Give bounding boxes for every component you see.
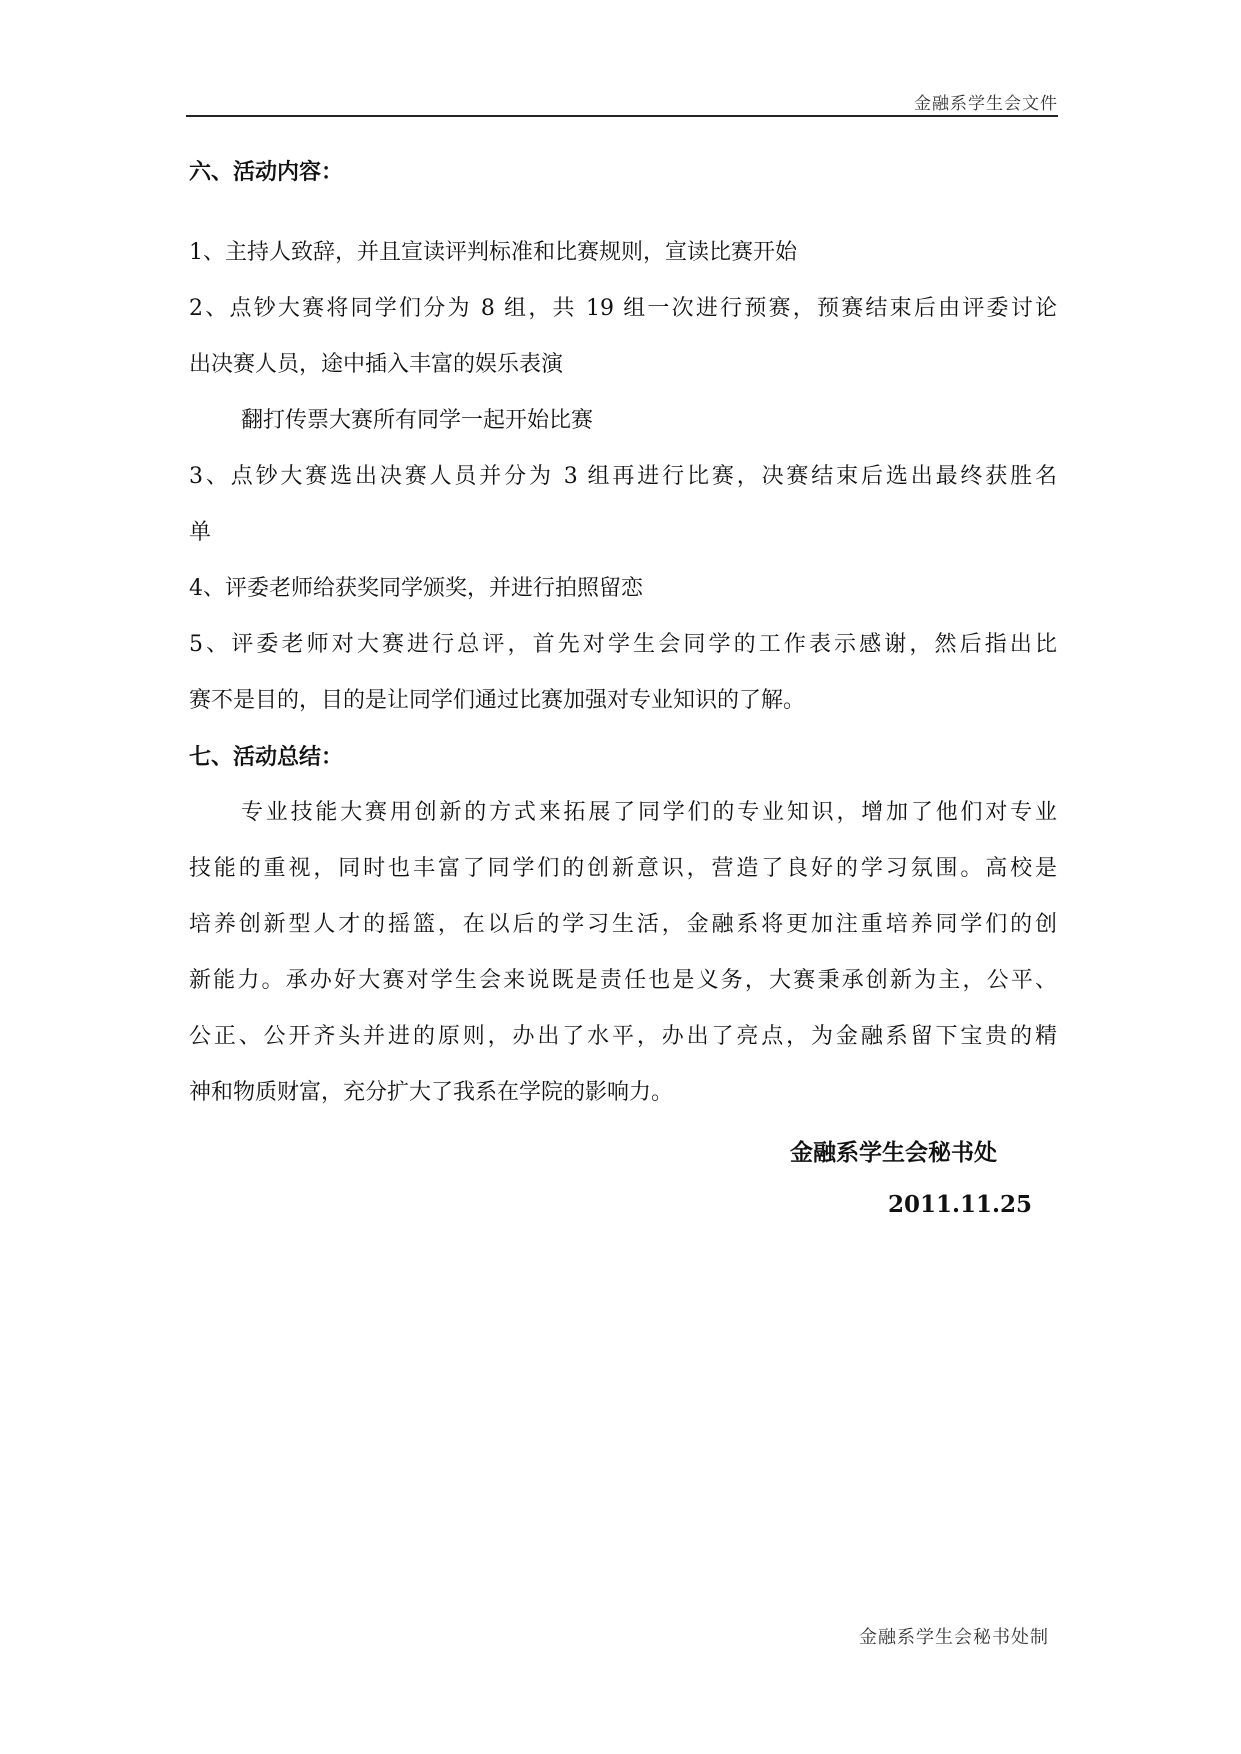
- section-seven-line-2: 技能的重视，同时也丰富了同学们的创新意识，营造了良好的学习氛围。高校是: [189, 856, 1057, 881]
- section-six-line-7: 4、评委老师给获奖同学颁奖，并进行拍照留恋: [189, 576, 643, 601]
- section-six-line-2: 2、点钞大赛将同学们分为 8 组，共 19 组一次进行预赛，预赛结束后由评委讨论: [189, 296, 1057, 321]
- section-six-line-3: 出决赛人员，途中插入丰富的娱乐表演: [189, 352, 564, 377]
- footer-text: 金融系学生会秘书处制: [859, 1627, 1049, 1648]
- section-seven-heading: 七、活动总结：: [189, 744, 344, 770]
- section-six-line-9: 赛不是目的，目的是让同学们通过比赛加强对专业知识的了解。: [189, 688, 806, 713]
- section-seven-line-1: 专业技能大赛用创新的方式来拓展了同学们的专业知识，增加了他们对专业: [241, 800, 1057, 825]
- section-six-line-5: 3、点钞大赛选出决赛人员并分为 3 组再进行比赛，决赛结束后选出最终获胜名: [189, 464, 1057, 489]
- section-six-heading: 六、活动内容：: [189, 159, 344, 185]
- section-six-line-8: 5、评委老师对大赛进行总评，首先对学生会同学的工作表示感谢，然后指出比: [189, 632, 1057, 657]
- section-seven-line-6: 神和物质财富，充分扩大了我系在学院的影响力。: [189, 1080, 674, 1105]
- header-title: 金融系学生会文件: [914, 94, 1058, 114]
- header-divider: [186, 115, 1058, 117]
- section-seven-line-4: 新能力。承办好大赛对学生会来说既是责任也是义务，大赛秉承创新为主，公平、: [189, 968, 1057, 993]
- section-seven-line-5: 公正、公开齐头并进的原则，办出了水平，办出了亮点，为金融系留下宝贵的精: [189, 1024, 1057, 1049]
- signature-org: 金融系学生会秘书处: [790, 1139, 997, 1166]
- section-seven-line-3: 培养创新型人才的摇篮，在以后的学习生活，金融系将更加注重培养同学们的创: [189, 912, 1057, 937]
- section-six-line-4: 翻打传票大赛所有同学一起开始比赛: [241, 408, 594, 433]
- section-six-line-1: 1、主持人致辞，并且宣读评判标准和比赛规则，宣读比赛开始: [189, 240, 797, 265]
- signature-date: 2011.11.25: [888, 1191, 1033, 1218]
- section-six-line-6: 单: [189, 520, 212, 545]
